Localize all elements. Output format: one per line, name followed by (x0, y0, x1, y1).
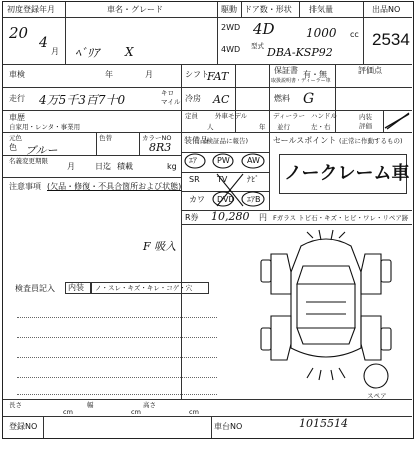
original-color-label: 元色 (9, 134, 22, 142)
r-ticket-unit: 円 (259, 213, 267, 222)
rule (3, 177, 181, 178)
width-unit: cm (131, 408, 141, 416)
shift-handwritten: FAT (207, 70, 229, 83)
r-ticket-label: R券 (185, 213, 199, 222)
inspection-label: 車検 (9, 70, 25, 79)
spare-label: スペア (367, 392, 387, 400)
equip-label: 装備品 (184, 136, 208, 145)
note-line (17, 317, 217, 318)
equip-item-navi: ﾅﾋﾞ (247, 175, 259, 184)
equip-item-aw: AW (247, 156, 260, 165)
width-label: 幅 (87, 401, 94, 409)
ext-model-label: 外車モデル (215, 112, 248, 120)
sales-point-sub: (正常に作動するもの) (339, 137, 403, 145)
month-handwritten: 4 (39, 35, 48, 51)
warranty-value: 有・無 (303, 70, 327, 79)
height-unit: cm (189, 408, 199, 416)
capacity-label: 定員 (185, 112, 198, 120)
name-change-label: 名義変更期限 (9, 157, 48, 165)
notes-label: 注意事項 (9, 182, 41, 191)
equip-handwritten-marks (181, 152, 269, 210)
rule (139, 132, 140, 155)
equip-item-airbag: ｴｱB (247, 195, 261, 204)
color-change-label: 色替 (99, 134, 112, 142)
equip-item-ac: ｴｱ (189, 156, 197, 165)
handle-label: ハンドル (311, 112, 337, 120)
ac-handwritten: AC (213, 93, 230, 106)
inspector-tab-label: 内装 (68, 283, 84, 292)
rule (269, 132, 270, 210)
sales-point-label: セールスポイント (273, 136, 337, 145)
equip-item-dvd: DVD (217, 195, 235, 204)
sales-point-text: ノークレーム車 (284, 163, 410, 184)
rule (241, 2, 242, 17)
chassis-handwritten: 1015514 (299, 417, 348, 430)
name-change-month-unit: 月 (67, 162, 75, 171)
rating-label: 評価点 (358, 66, 382, 75)
capacity-unit: 人 (207, 123, 214, 131)
height-label: 高さ (143, 401, 156, 409)
chassis-label: 車台NO (214, 422, 243, 431)
color-no-label: カラーNO (142, 134, 172, 142)
rule (3, 132, 412, 133)
note-line (17, 337, 217, 338)
glass-note: Fガラス トビ石・キズ・ヒビ・ワレ・リペア跡 (273, 214, 409, 222)
equip-item-pw: PW (217, 156, 230, 165)
equip-item-sr: SR (189, 175, 200, 184)
rule (43, 416, 44, 438)
color-label: 色 (9, 143, 17, 152)
color-handwritten: ブルー (25, 144, 58, 157)
kg-unit: kg (167, 162, 177, 171)
length-unit: cm (63, 408, 73, 416)
interior-blank-mark (383, 110, 412, 132)
model-label: 車名・グレード (107, 5, 163, 14)
4wd-label: 4WD (221, 45, 241, 54)
month-unit: 月 (51, 47, 59, 56)
mile-unit: マイル (161, 98, 181, 106)
rule (235, 64, 236, 132)
lot-number: 2534 (372, 30, 410, 49)
rule (181, 224, 412, 225)
dealer-unit: 並行 (277, 123, 290, 131)
mileage-handwritten: 4万5千3百7十0 (39, 93, 126, 107)
history-options: 自家用・レンタ・事業用 (9, 123, 81, 131)
rule (3, 399, 412, 400)
reg-no-label: 登録NO (9, 422, 38, 431)
km-unit: キロ (161, 89, 174, 97)
month-unit: 月 (145, 70, 153, 79)
doors-handwritten: 4D (253, 20, 275, 38)
date-label: 日迄 (95, 162, 111, 171)
ac-label: 冷房 (185, 94, 201, 103)
rule (181, 64, 182, 399)
warranty-sub: 取扱説明書・ディーラー車 (271, 78, 331, 84)
fuel-label: 燃料 (274, 94, 290, 103)
displacement-label: 排気量 (309, 5, 333, 14)
cc-unit: cc (350, 30, 359, 39)
warranty-label: 保証書 (274, 66, 298, 75)
car-diagram-icon (251, 228, 401, 393)
inspector-label: 検査員記入 (15, 284, 55, 293)
interior-label: 内装 (359, 113, 372, 121)
displacement-handwritten: 1000 (306, 26, 337, 40)
rule (217, 2, 218, 64)
history-label: 車歴 (9, 113, 25, 122)
rule (96, 132, 97, 155)
rule (299, 2, 300, 17)
note-line (17, 394, 217, 395)
year-handwritten: 20 (9, 24, 29, 42)
note-line (17, 377, 217, 378)
door-label: ドア数・形状 (244, 5, 292, 14)
ext-model-unit: 年 (259, 123, 266, 131)
fuel-handwritten: G (303, 91, 315, 107)
handle-value: 左・右 (311, 123, 331, 131)
dealer-label: ディーラー (273, 112, 305, 120)
load-label: 積載 (117, 162, 133, 171)
rule (269, 64, 270, 132)
mileage-label: 走行 (9, 94, 25, 103)
rule (3, 416, 412, 417)
auction-sheet (2, 1, 414, 439)
inspector-handwritten: F 吸入 (143, 240, 177, 253)
model-type-label: 型式 (251, 42, 264, 50)
lot-label: 出品NO (372, 5, 401, 14)
color-no-handwritten: 8R3 (149, 141, 172, 154)
rule (65, 2, 66, 64)
interior-sub: 評価 (359, 122, 372, 130)
equip-sub: (検証品に報告) (204, 137, 249, 145)
model-code-handwritten: DBA-KSP92 (267, 46, 333, 59)
2wd-label: 2WD (221, 23, 241, 32)
equip-item-leather: カワ (189, 195, 205, 204)
note-line (17, 357, 217, 358)
equip-item-tv: TV (217, 175, 228, 184)
length-label: 長さ (9, 401, 22, 409)
drive-label: 駆動 (221, 5, 237, 14)
inspector-options: ノ・スレ・キズ・キレ・コゲ・穴 (95, 284, 193, 292)
shift-label: シフト (185, 70, 209, 79)
first-reg-label: 初度登録年月 (7, 5, 55, 14)
model-handwritten: ﾍﾞﾘｱ (75, 46, 100, 60)
notes-sub: (欠品・修復・不具合箇所および状態) (47, 182, 182, 191)
year-unit: 年 (105, 70, 113, 79)
rule (211, 416, 212, 438)
rule (363, 2, 364, 64)
grade-handwritten: X (125, 45, 134, 59)
r-ticket-handwritten: 10,280 (211, 210, 250, 223)
